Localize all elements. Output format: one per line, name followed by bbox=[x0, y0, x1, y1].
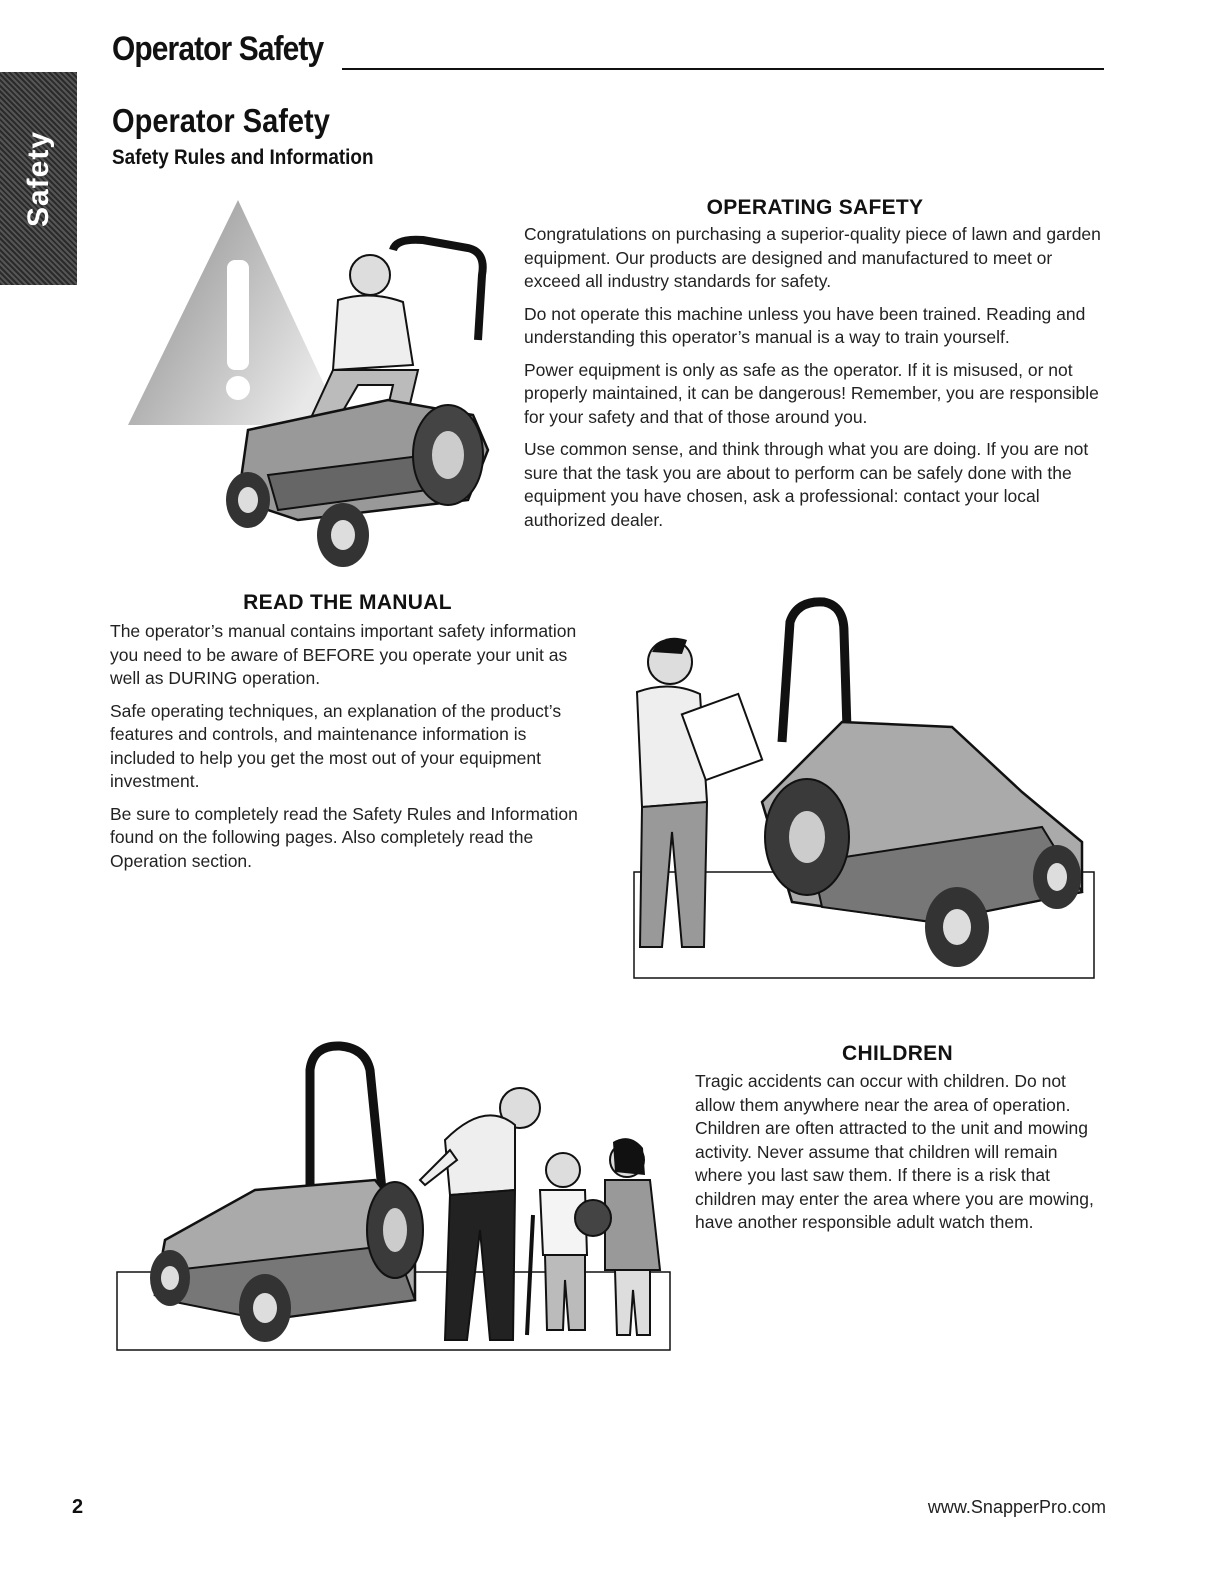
paragraph: Do not operate this machine unless you have been trained. Reading and understanding this operator’s manual is a way to train yourself. bbox=[524, 303, 1086, 347]
reading-manual-illustration bbox=[612, 592, 1102, 984]
paragraph: Congratulations on purchasing a superior-quality piece of lawn and garden equipment. Our products are designed and manufactured to meet or exceed all industry standards for safety. bbox=[524, 224, 1101, 291]
children-heading: CHILDREN bbox=[842, 1042, 953, 1065]
page-subheading: Safety Rules and Information bbox=[112, 146, 374, 169]
header-rule bbox=[342, 68, 1104, 70]
page-number: 2 bbox=[72, 1496, 84, 1518]
paragraph: Safe operating techniques, an explanation of the product’s features and controls, and maintenance information is included to help you get the most out of your equipment investment. bbox=[110, 700, 562, 791]
paragraph: The operator’s manual contains important safety information you need to be aware of BEFORE you operate your unit as well as DURING operation. bbox=[110, 621, 577, 688]
header-title: Operator Safety bbox=[112, 30, 324, 68]
warning-mower-illustration bbox=[128, 200, 498, 575]
footer-website: www.SnapperPro.com bbox=[927, 1497, 1106, 1517]
read-the-manual-text bbox=[110, 620, 588, 882]
paragraph: Tragic accidents can occur with children. Do not allow them anywhere near the area of operation. Children are often attracted to the unit and mowing activity. Never assume that children will remain where you last saw them. If there is a risk that children may enter the area where you are mowing, have another responsible adult watch them. bbox=[695, 1071, 1094, 1232]
read-the-manual-heading: READ THE MANUAL bbox=[243, 591, 452, 614]
page-heading: Operator Safety bbox=[112, 102, 330, 139]
paragraph: Be sure to completely read the Safety Rules and Information found on the following pages. Also completely read the Operation section. bbox=[110, 803, 578, 871]
paragraph: Use common sense, and think through what you are doing. If you are not sure that the task you are about to perform can be safely done with the equipment you have chosen, ask a professional: contact your local authorized dealer. bbox=[524, 439, 1089, 530]
children-text bbox=[695, 1070, 1105, 1244]
side-tab-label: Safety bbox=[21, 130, 55, 227]
section-side-tab bbox=[0, 72, 77, 285]
operating-safety-text bbox=[524, 223, 1109, 541]
operating-safety-heading: OPERATING SAFETY bbox=[706, 196, 924, 219]
children-safety-illustration bbox=[115, 1040, 675, 1352]
paragraph: Power equipment is only as safe as the operator. If it is misused, or not properly maintained, it can be dangerous! Remember, you are responsible for your safety and that of those around you. bbox=[524, 359, 1099, 427]
